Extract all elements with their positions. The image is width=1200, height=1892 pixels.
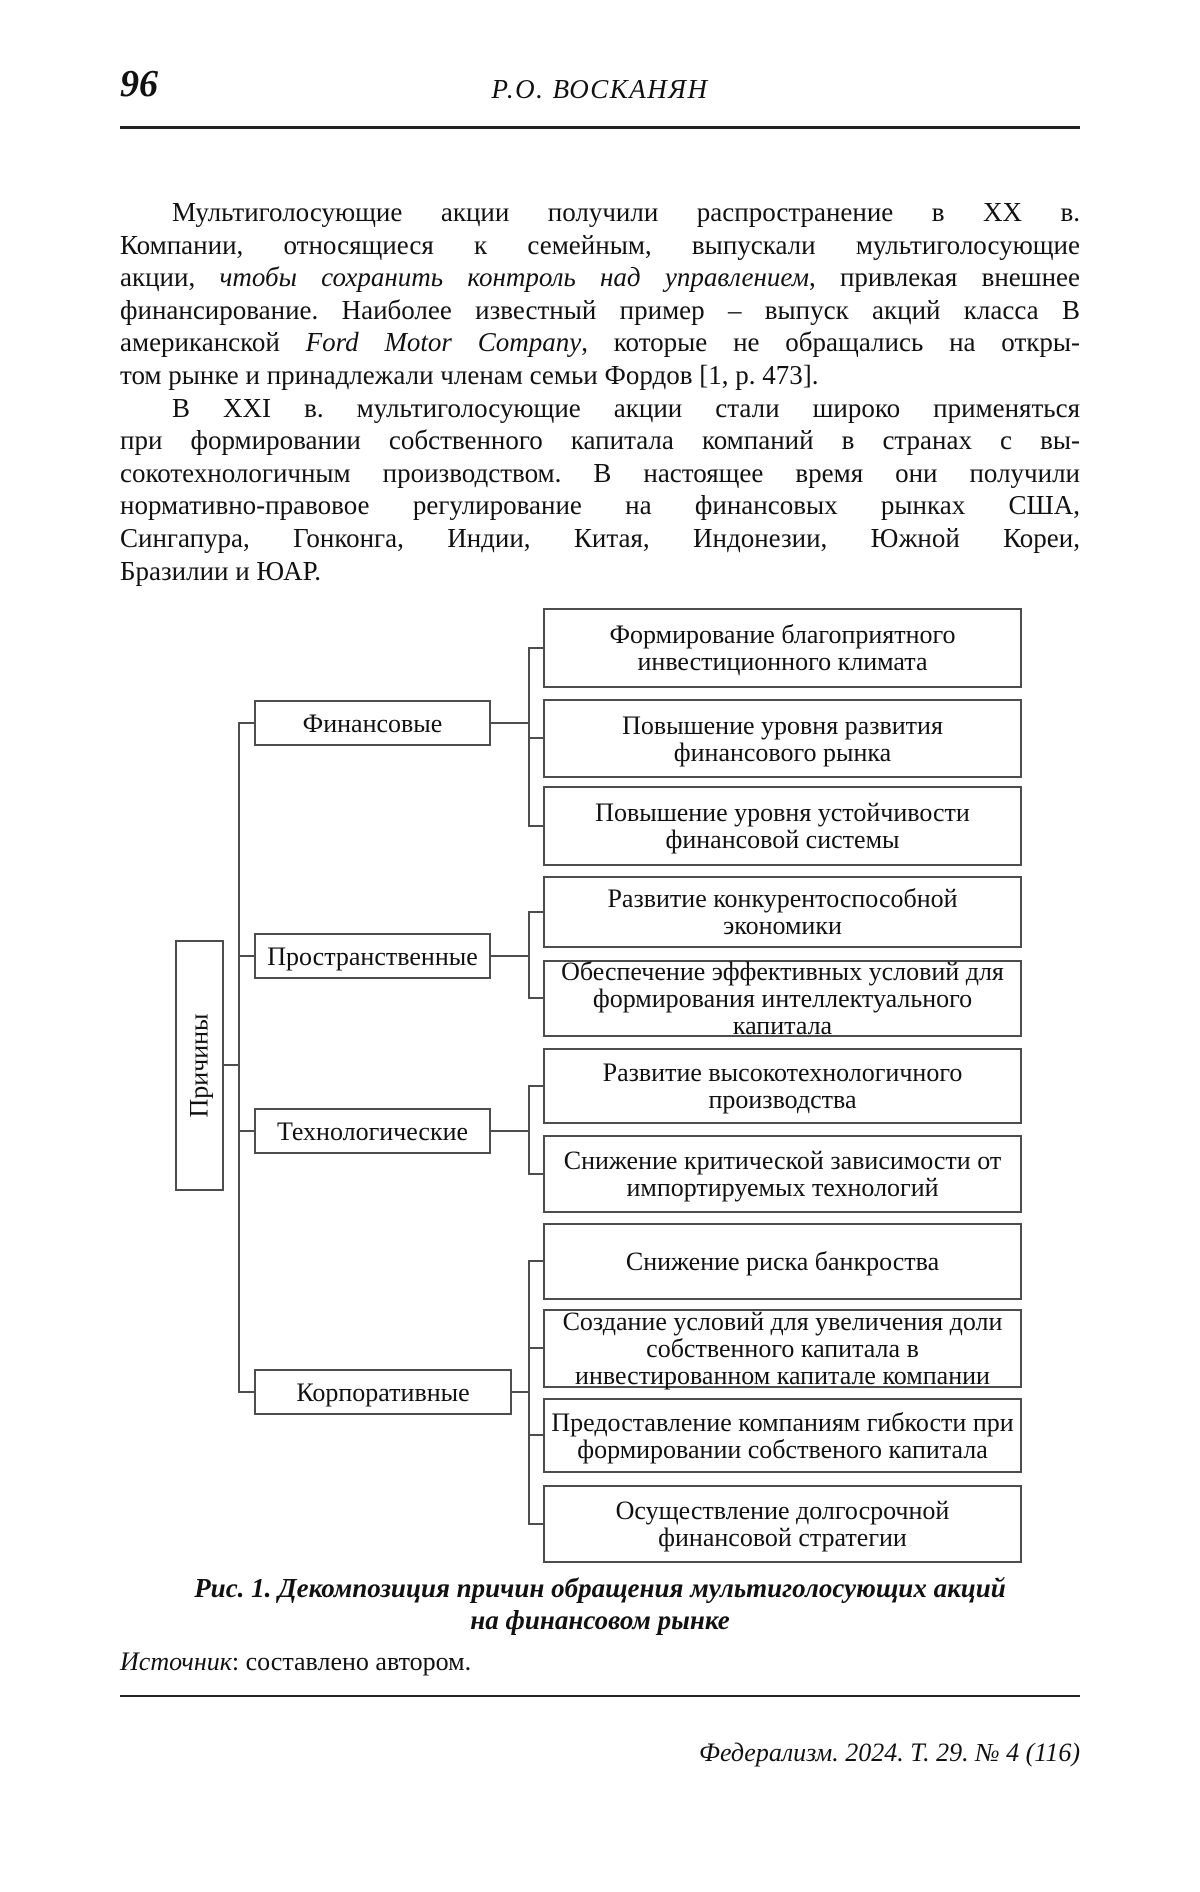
text-line: при формировании собственного капитала компаний в странах с вы-	[120, 425, 1080, 456]
diagram-item: Снижение риска банкроства	[543, 1223, 1022, 1300]
diagram-item: Снижение критической зависимости от импортируемых технологий	[543, 1135, 1022, 1213]
article-body	[120, 196, 1080, 587]
diagram-root-label: Причины	[185, 1013, 215, 1118]
running-head-author: Р.О. ВОСКАНЯН	[491, 74, 709, 104]
text-line: американской Ford Motor Company, которые не обращались на откры-	[120, 327, 1080, 358]
diagram-item: Предоставление компаниям гибкости при формировании собственого капитала	[543, 1398, 1022, 1473]
connector-line	[528, 1260, 543, 1262]
header-rule	[120, 126, 1080, 129]
figure-source-note	[120, 1647, 1080, 1677]
diagram-category-spatial: Пространственные	[254, 933, 491, 979]
text-line: финансирование. Наиболее известный пример – выпуск акций класса В	[120, 294, 1080, 325]
connector-line	[528, 911, 543, 913]
text-line: В XXI в. мультиголосующие акции стали широко применяться	[172, 392, 1080, 423]
figure-caption	[120, 1572, 1080, 1636]
connector-line	[224, 1064, 238, 1066]
source-label: Источник	[120, 1647, 232, 1676]
connector-line	[238, 1130, 254, 1132]
connector-line	[528, 737, 543, 739]
diagram-category-technological: Технологические	[254, 1108, 491, 1154]
connector-line	[528, 1173, 543, 1175]
text-line: акции, чтобы сохранить контроль над управлением, привлекая внешнее	[120, 262, 1080, 293]
figure-caption-line: Рис. 1. Декомпозиция причин обращения мультиголосующих акций	[194, 1573, 1006, 1603]
figure-caption-line: на финансовом рынке	[470, 1605, 730, 1635]
diagram-root-box	[175, 940, 224, 1191]
connector-line	[528, 647, 543, 649]
text-line: Бразилии и ЮАР.	[120, 555, 322, 586]
text-line: сокотехнологичным производством. В настоящее время они получили	[120, 457, 1080, 488]
connector-line	[491, 955, 528, 957]
diagram-item: Повышение уровня устойчивости финансовой системы	[543, 786, 1022, 866]
paragraph	[120, 196, 1080, 392]
connector-line	[528, 911, 530, 999]
journal-footer: Федерализм. 2024. Т. 29. № 4 (116)	[699, 1738, 1080, 1767]
connector-line	[528, 1085, 530, 1175]
connector-line	[512, 1391, 528, 1393]
footer-rule	[120, 1695, 1080, 1697]
connector-line	[528, 1260, 530, 1525]
connector-line	[238, 722, 254, 724]
text-line: нормативно-правовое регулирование на финансовых рынках США,	[120, 490, 1080, 521]
diagram-item: Создание условий для увеличения доли собственного капитала в инвестированном капитале компании	[543, 1309, 1022, 1388]
diagram-category-financial: Финансовые	[254, 700, 491, 746]
connector-line	[238, 1391, 254, 1393]
diagram-item: Развитие конкурентоспособной экономики	[543, 876, 1022, 948]
connector-line	[528, 997, 543, 999]
connector-line	[528, 825, 543, 827]
connector-line	[528, 1347, 543, 1349]
text-line: том рынке и принадлежали членам семьи Фордов [1, p. 473].	[120, 359, 819, 390]
text-line: Сингапура, Гонконга, Индии, Китая, Индонезии, Южной Кореи,	[120, 522, 1080, 553]
text-line: Мультиголосующие акции получили распространение в XX в.	[172, 197, 1080, 227]
text-line: Компании, относящиеся к семейным, выпускали мультиголосующие	[120, 229, 1080, 260]
connector-line	[528, 1523, 543, 1525]
diagram-item: Осуществление долгосрочной финансовой стратегии	[543, 1485, 1022, 1563]
connector-line	[491, 1130, 528, 1132]
connector-line	[528, 1434, 543, 1436]
diagram-item: Развитие высокотехнологичного производства	[543, 1048, 1022, 1124]
connector-line	[238, 722, 240, 1393]
diagram-item: Обеспечение эффективных условий для формирования интеллектуального капитала	[543, 960, 1022, 1037]
paragraph	[120, 392, 1080, 588]
diagram-category-corporate: Корпоративные	[254, 1369, 512, 1415]
page-number: 96	[120, 63, 158, 105]
connector-line	[238, 955, 254, 957]
connector-line	[491, 722, 528, 724]
source-text: : составлено автором.	[231, 1647, 472, 1676]
diagram-item: Повышение уровня развития финансового рынка	[543, 699, 1022, 778]
diagram-item: Формирование благоприятного инвестиционного климата	[543, 608, 1022, 688]
connector-line	[528, 1085, 543, 1087]
